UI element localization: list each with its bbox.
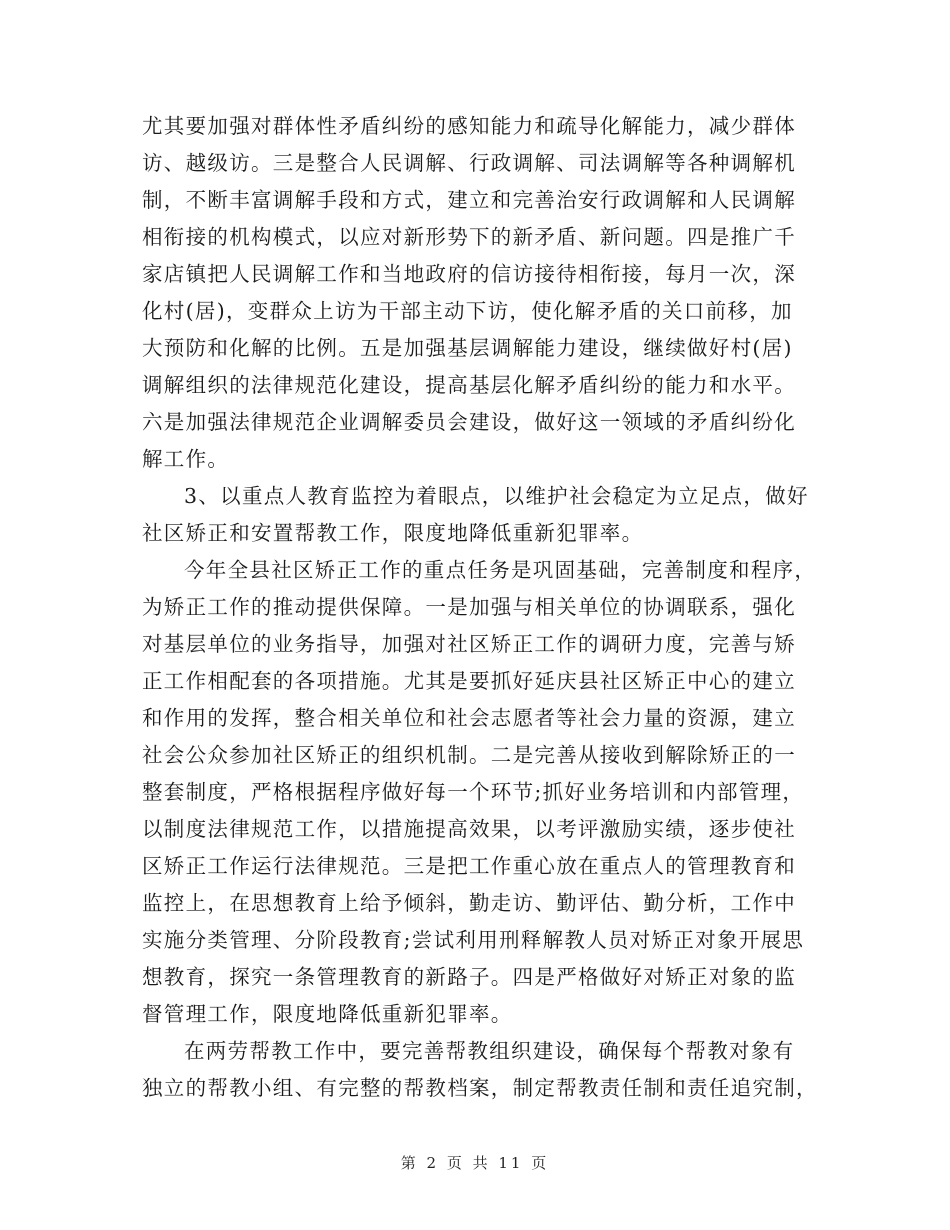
text-line: 督管理工作，限度地降低重新犯罪率。 xyxy=(142,1002,513,1026)
text-line: 想教育，探究一条管理教育的新路子。四是严格做好对矫正对象的监 xyxy=(142,965,796,989)
page-footer xyxy=(0,1152,950,1173)
text-line: 社会公众参加社区矫正的组织机制。二是完善从接收到解除矫正的一 xyxy=(142,743,796,767)
text-line: 家店镇把人民调解工作和当地政府的信访接待相衔接，每月一次，深 xyxy=(142,262,796,286)
section-heading-line: 社区矫正和安置帮教工作，限度地降低重新犯罪率。 xyxy=(142,521,644,545)
text-line: 解工作。 xyxy=(142,447,230,471)
text-line: 化村(居)，变群众上访为干部主动下访，使化解矛盾的关口前移，加 xyxy=(142,299,793,323)
text-line: 监控上，在思想教育上给予倾斜，勤走访、勤评估、勤分析，工作中 xyxy=(142,891,796,915)
text-line: 六是加强法律规范企业调解委员会建设，做好这一领域的矛盾纠纷化 xyxy=(142,410,796,434)
text-line: 独立的帮教小组、有完整的帮教档案，制定帮教责任制和责任追究制， xyxy=(142,1076,818,1100)
text-line: 正工作相配套的各项措施。尤其是要抓好延庆县社区矫正中心的建立 xyxy=(142,669,796,693)
text-line: 整套制度，严格根据程序做好每一个环节;抓好业务培训和内部管理， xyxy=(142,780,805,804)
text-line: 实施分类管理、分阶段教育;尝试利用刑释解教人员对矫正对象开展思 xyxy=(142,928,805,952)
text-line: 对基层单位的业务指导，加强对社区矫正工作的调研力度，完善与矫 xyxy=(142,632,796,656)
text-line: 和作用的发挥，整合相关单位和社会志愿者等社会力量的资源，建立 xyxy=(142,706,796,730)
text-line: 相衔接的机构模式，以应对新形势下的新矛盾、新问题。四是推广千 xyxy=(142,225,796,249)
text-line: 访、越级访。三是整合人民调解、行政调解、司法调解等各种调解机 xyxy=(142,151,796,175)
section-heading-line: 3、以重点人教育监控为着眼点，以维护社会稳定为立足点，做好 xyxy=(184,484,809,508)
text-line: 尤其要加强对群体性矛盾纠纷的感知能力和疏导化解能力，减少群体 xyxy=(142,114,796,138)
text-line: 为矫正工作的推动提供保障。一是加强与相关单位的协调联系，强化 xyxy=(142,595,796,619)
document-body xyxy=(142,108,818,1107)
text-line: 调解组织的法律规范化建设，提高基层化解矛盾纠纷的能力和水平。 xyxy=(142,373,796,397)
text-line: 大预防和化解的比例。五是加强基层调解能力建设，继续做好村(居) xyxy=(142,336,793,360)
page-number: 第 2 页 共 11 页 xyxy=(400,1154,550,1172)
text-line: 区矫正工作运行法律规范。三是把工作重心放在重点人的管理教育和 xyxy=(142,854,796,878)
text-line: 制，不断丰富调解手段和方式，建立和完善治安行政调解和人民调解 xyxy=(142,188,796,212)
text-line: 今年全县社区矫正工作的重点任务是巩固基础，完善制度和程序， xyxy=(184,558,817,582)
text-line: 在两劳帮教工作中，要完善帮教组织建设，确保每个帮教对象有 xyxy=(184,1039,795,1063)
text-line: 以制度法律规范工作，以措施提高效果，以考评激励实绩，逐步使社 xyxy=(142,817,796,841)
